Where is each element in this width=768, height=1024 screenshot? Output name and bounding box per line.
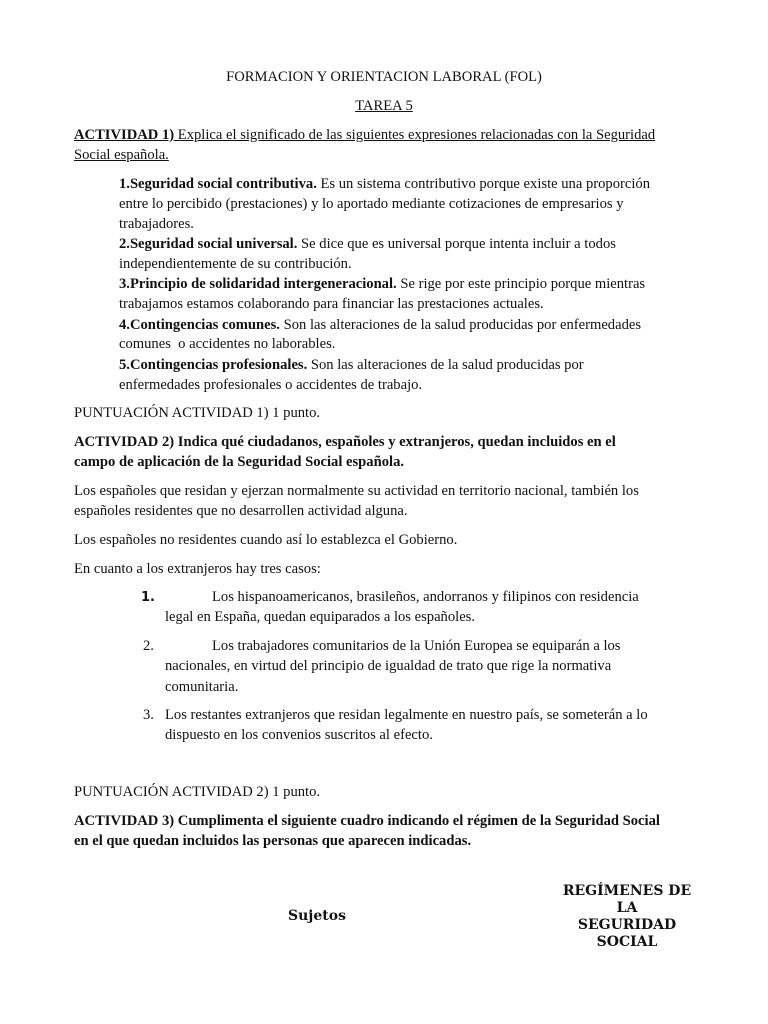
act1-item-2 bbox=[119, 234, 616, 254]
act1-item-5-term: 5.Contingencias profesionales. bbox=[119, 357, 308, 373]
act1-item-1-term: 1.Seguridad social contributiva. bbox=[119, 176, 317, 192]
act1-prompt-line2: Social española. bbox=[74, 147, 169, 163]
act1-item-2-text: Se dice que es universal porque intenta incluir a todos bbox=[297, 236, 616, 252]
act1-score: PUNTUACIÓN ACTIVIDAD 1) 1 punto. bbox=[74, 405, 321, 421]
act2-list-3-line1: Los restantes extranjeros que residan legalmente en nuestro país, se someterán a lo bbox=[165, 707, 648, 723]
act1-item-3 bbox=[119, 274, 645, 294]
act1-item-4-term: 4.Contingencias comunes. bbox=[119, 317, 280, 333]
table-header-regimenes-line1: REGÍMENES DE bbox=[562, 883, 692, 899]
act1-item-2-term: 2.Seguridad social universal. bbox=[119, 236, 298, 252]
act1-item-2-line2: independientemente de su contribución. bbox=[119, 256, 352, 272]
act2-question-line2: campo de aplicación de la Seguridad Social española. bbox=[74, 454, 405, 470]
act2-list-3-line2: dispuesto en los convenios suscritos al efecto. bbox=[165, 727, 433, 743]
act1-item-1-line3: trabajadores. bbox=[119, 216, 194, 232]
act1-item-4 bbox=[119, 315, 641, 335]
act2-list-2-line2: nacionales, en virtud del principio de igualdad de trato que rige la normativa bbox=[165, 658, 612, 674]
act1-item-5-text: Son las alteraciones de la salud producidas por bbox=[307, 357, 584, 373]
act1-prompt bbox=[74, 125, 655, 145]
table-header-regimenes-line2: LA bbox=[616, 900, 638, 916]
act1-item-5-line2: enfermedades profesionales o accidentes de trabajo. bbox=[119, 377, 423, 393]
act2-list-2-number: 2. bbox=[143, 638, 154, 654]
act2-question-line1: ACTIVIDAD 2) Indica qué ciudadanos, españoles y extranjeros, quedan incluidos en el bbox=[74, 434, 616, 450]
act2-paragraph-3: En cuanto a los extranjeros hay tres casos: bbox=[74, 561, 321, 577]
act1-item-3-text: Se rige por este principio porque mientras bbox=[396, 276, 646, 292]
act1-item-3-line2: trabajamos estamos colaborando para financiar las prestaciones actuales. bbox=[119, 296, 544, 312]
act2-list-1-line1: Los hispanoamericanos, brasileños, andorranos y filipinos con residencia bbox=[212, 589, 639, 605]
act2-list-2-line3: comunitaria. bbox=[165, 679, 239, 695]
table-header-regimenes-line3: SEGURIDAD bbox=[577, 917, 677, 933]
act2-score: PUNTUACIÓN ACTIVIDAD 2) 1 punto. bbox=[74, 784, 321, 800]
act3-question-line2: en el que quedan incluidos las personas que aparecen indicadas. bbox=[74, 833, 472, 849]
document-title: FORMACION Y ORIENTACION LABORAL (FOL) bbox=[226, 69, 542, 85]
act2-list-1-line2: legal en España, quedan equiparados a los españoles. bbox=[165, 609, 476, 625]
act1-prompt-line1: Explica el significado de las siguientes expresiones relacionadas con la Seguridad bbox=[174, 127, 656, 143]
table-header-regimenes-line4: SOCIAL bbox=[596, 934, 658, 950]
act1-item-1-line2: entre lo percibido (prestaciones) y lo aportado mediante cotizaciones de empresarios y bbox=[119, 196, 624, 212]
act2-paragraph-2: Los españoles no residentes cuando así lo establezca el Gobierno. bbox=[74, 532, 458, 548]
act2-paragraph-1-line1: Los españoles que residan y ejerzan normalmente su actividad en territorio nacional, también los bbox=[74, 483, 639, 499]
act1-item-4-text: Son las alteraciones de la salud producidas por enfermedades bbox=[279, 317, 642, 333]
act1-item-1-text: Es un sistema contributivo porque existe una proporción bbox=[316, 176, 650, 192]
act2-list-3-number: 3. bbox=[143, 707, 154, 723]
document-subtitle: TAREA 5 bbox=[355, 98, 413, 114]
act2-paragraph-1-line2: españoles residentes que no desarrollen actividad alguna. bbox=[74, 503, 408, 519]
act1-item-1 bbox=[119, 174, 650, 194]
table-header-sujetos: Sujetos bbox=[288, 908, 346, 924]
act3-question-line1: ACTIVIDAD 3) Cumplimenta el siguiente cuadro indicando el régimen de la Seguridad Social bbox=[74, 813, 660, 829]
act1-label: ACTIVIDAD 1) bbox=[74, 127, 175, 143]
act1-item-3-term: 3.Principio de solidaridad intergeneracional. bbox=[119, 276, 397, 292]
act2-list-1-number: 1. bbox=[141, 590, 155, 605]
table-header-regimenes bbox=[557, 883, 697, 951]
act1-item-5 bbox=[119, 355, 584, 375]
act2-list-2-line1: Los trabajadores comunitarios de la Unión Europea se equiparán a los bbox=[212, 638, 621, 654]
act1-item-4-line2: comunes o accidentes no laborables. bbox=[119, 336, 336, 352]
